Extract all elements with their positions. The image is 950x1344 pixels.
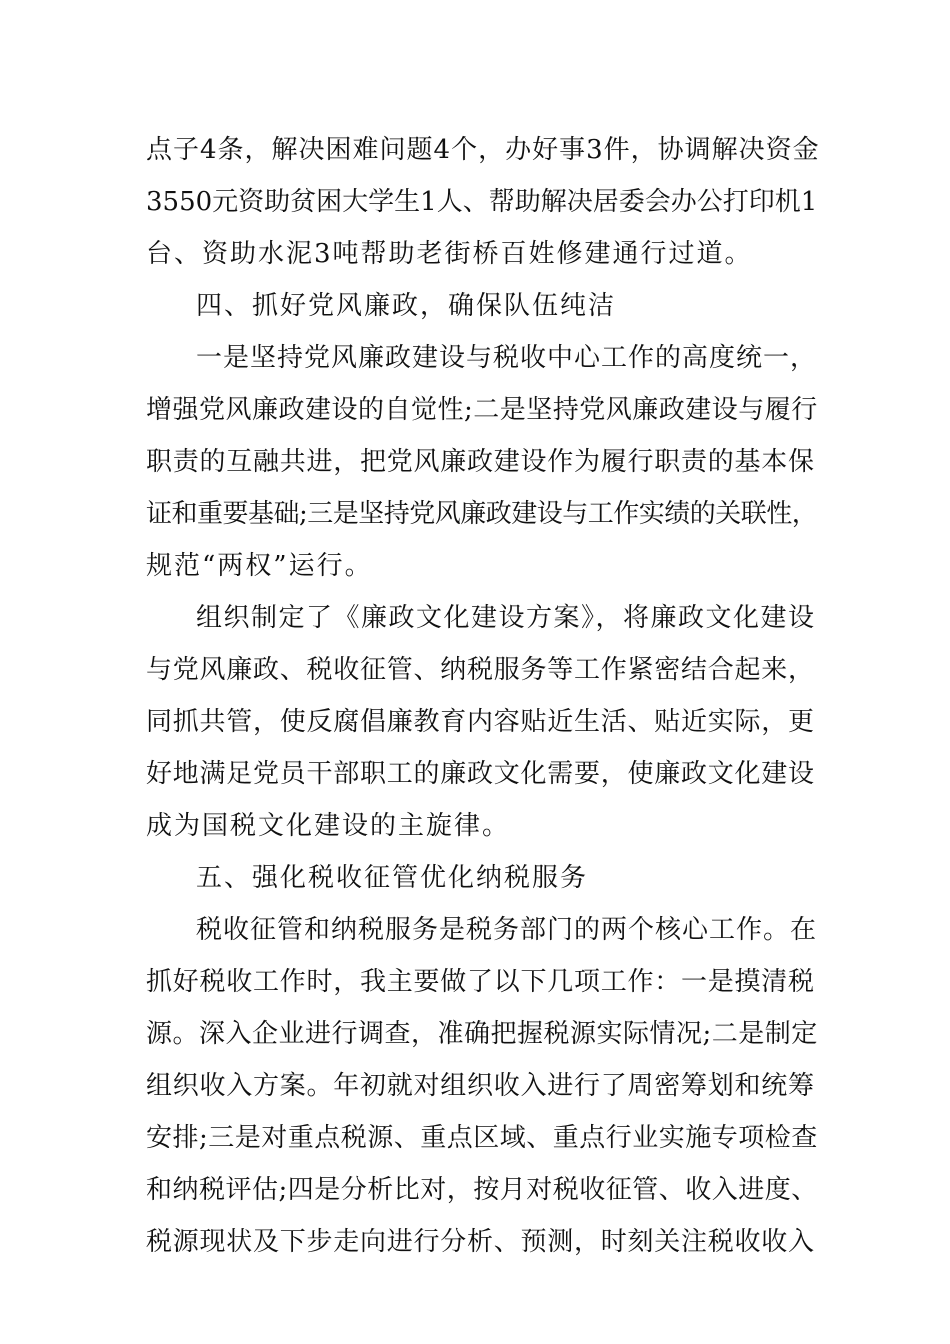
text-line: 3550元资助贫困大学生1人、帮助解决居委会办公打印机1 xyxy=(146,187,818,217)
text-line: 组织制定了《廉政文化建设方案》，将廉政文化建设 xyxy=(196,603,816,633)
text-line: 与党风廉政、税收征管、纳税服务等工作紧密结合起来， xyxy=(146,655,815,685)
text-line: 证和重要基础;三是坚持党风廉政建设与工作实绩的关联性， xyxy=(146,499,818,529)
text-line: 税收征管和纳税服务是税务部门的两个核心工作。在 xyxy=(196,915,818,945)
text-line: 抓好税收工作时，我主要做了以下几项工作：一是摸清税 xyxy=(146,967,815,997)
text-line: 规范“两权”运行。 xyxy=(146,551,373,581)
section-heading: 四、抓好党风廉政，确保队伍纯洁 xyxy=(196,291,617,321)
text-line: 成为国税文化建设的主旋律。 xyxy=(146,811,511,841)
text-line: 组织收入方案。年初就对组织收入进行了周密筹划和统筹 xyxy=(146,1071,815,1101)
text-line: 源。深入企业进行调查，准确把握税源实际情况;二是制定 xyxy=(146,1019,818,1049)
text-line: 增强党风廉政建设的自觉性;二是坚持党风廉政建设与履行 xyxy=(146,395,818,425)
text-line: 点子4条，解决困难问题4个，办好事3件，协调解决资金 xyxy=(146,135,820,165)
text-line: 一是坚持党风廉政建设与税收中心工作的高度统一， xyxy=(196,343,818,373)
text-line: 安排;三是对重点税源、重点区域、重点行业实施专项检查 xyxy=(146,1123,818,1153)
text-line: 台、资助水泥3吨帮助老街桥百姓修建通行过道。 xyxy=(146,239,753,269)
text-line: 好地满足党员干部职工的廉政文化需要，使廉政文化建设 xyxy=(146,759,815,789)
text-line: 职责的互融共进，把党风廉政建设作为履行职责的基本保 xyxy=(146,447,815,477)
text-line: 税源现状及下步走向进行分析、预测，时刻关注税收收入 xyxy=(146,1227,815,1257)
text-line: 同抓共管，使反腐倡廉教育内容贴近生活、贴近实际，更 xyxy=(146,707,815,737)
text-line: 和纳税评估;四是分析比对，按月对税收征管、收入进度、 xyxy=(146,1175,818,1205)
section-heading: 五、强化税收征管优化纳税服务 xyxy=(196,863,589,893)
